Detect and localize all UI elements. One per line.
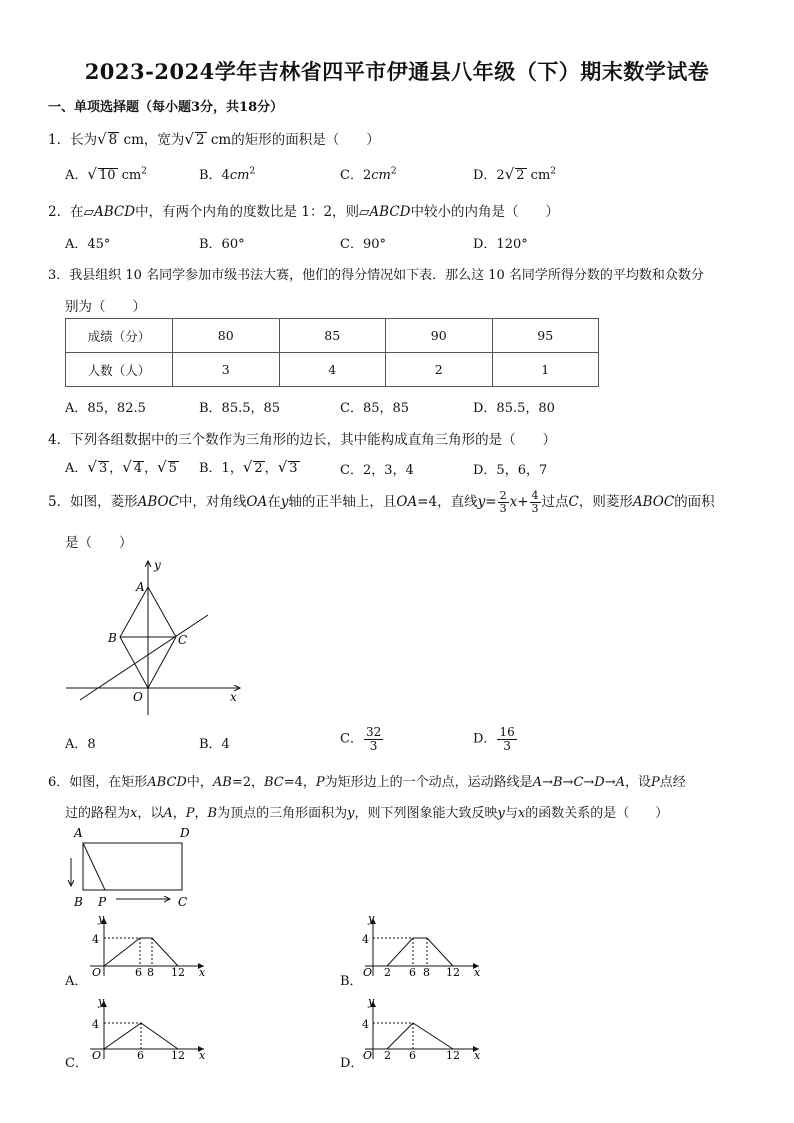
table-cell: 人数（人） [66, 353, 173, 387]
label-c: C [178, 895, 188, 909]
section-heading: 一、单项选择题（每小题3分，共18分） [48, 100, 284, 115]
label-o: O [133, 690, 143, 704]
q1-option-a[interactable]: A．√ 10 $cm^2$ [65, 165, 147, 183]
tick-label: 6 [137, 1049, 144, 1061]
q1-radicand-1: 8 [108, 132, 118, 148]
graph-line [104, 938, 178, 966]
question-1: 1．长为√ 8 cm，宽为√ 2 cm的矩形的面积是（ ） [48, 130, 380, 148]
question-6-line-2: 过的路程为x，以A，P，B为顶点的三角形面积为y，则下列图象能大致反映y与x的函数关系的是（ ） [65, 806, 669, 821]
table-row [66, 319, 599, 353]
fraction: $\frac{4}{3}$ [531, 489, 539, 515]
label-p: P [98, 895, 107, 909]
q5-option-d[interactable]: D． $\frac{16}{3}$ [473, 725, 515, 753]
q1-option-b[interactable]: B．$4cm^2$ [199, 166, 256, 183]
label-c: C [178, 633, 188, 647]
tick-label: 8 [423, 966, 430, 978]
y-label: y [98, 995, 105, 1008]
graph-a [82, 910, 212, 978]
table-row [66, 353, 599, 387]
question-3-line-1: 3．我县组织 10 名同学参加市级书法大赛，他们的得分情况如下表．那么这 10 名同学所得分数的平均数和众数分 [48, 268, 704, 283]
q5-option-b[interactable]: B．4 [199, 737, 230, 752]
x-label: x [199, 966, 206, 978]
graph-b [357, 910, 487, 978]
tick-label: 4 [92, 933, 99, 946]
q2-option-c[interactable]: C．90° [340, 237, 386, 252]
label-b: B [108, 631, 117, 645]
tick-label: 12 [446, 966, 460, 978]
table-cell: 3 [173, 353, 280, 387]
q1-radicand-2: 2 [195, 132, 205, 148]
table-cell: 80 [173, 319, 280, 353]
q6-option-d[interactable]: D． [340, 1056, 364, 1071]
table-cell: 85 [279, 319, 386, 353]
y-label: y [368, 995, 375, 1008]
question-3-line-2: 别为（ ） [65, 299, 146, 315]
q4-option-b[interactable]: B．1，√ 2 ，√ 3 [199, 458, 298, 476]
tick-label: 6 [409, 1049, 416, 1061]
rhombus-figure [60, 553, 250, 718]
q5-option-c[interactable]: C． $\frac{32}{3}$ [340, 725, 382, 753]
question-4: 4．下列各组数据中的三个数作为三角形的边长，其中能构成直角三角形的是（ ） [48, 432, 557, 448]
tick-label: 12 [171, 1049, 185, 1061]
label-a: A [136, 580, 145, 594]
tick-label: 2 [384, 1049, 391, 1061]
q4-option-a[interactable]: A．√ 3 ，√ 4 ，√ 5 [65, 458, 177, 476]
q3-option-b[interactable]: B．85.5，85 [199, 401, 281, 416]
tick-label: 12 [171, 966, 185, 978]
tick-label: 2 [384, 966, 391, 978]
tick-label: 4 [362, 933, 369, 946]
question-5: 5．如图，菱形ABOC中，对角线OA在y轴的正半轴上，且OA=4，直线y= $\frac{2}{3}$ x+ $\frac{4}{3}$ 过点C，则菱形ABOC的面积 [48, 489, 715, 515]
origin-label: O [363, 966, 373, 978]
tick-label: 12 [446, 1049, 460, 1061]
table-cell: 90 [386, 319, 493, 353]
label-a: A [74, 826, 83, 840]
origin-label: O [92, 1049, 102, 1061]
page-title: 2023-2024学年吉林省四平市伊通县八年级（下）期末数学试卷 [84, 59, 710, 84]
graph-c [82, 993, 212, 1061]
y-label: y [98, 912, 105, 925]
q1-text: 1．长为 [48, 132, 98, 148]
tick-label: 4 [92, 1018, 99, 1031]
q1-text: cm，宽为 [119, 132, 185, 148]
q1-option-c[interactable]: C．$2cm^2$ [340, 166, 397, 183]
question-5-line-2: 是（ ） [65, 535, 133, 551]
q4-option-c[interactable]: C．2，3，4 [340, 463, 414, 478]
q1-text: cm的矩形的面积是（ ） [206, 132, 380, 148]
question-2: 2．在▱ABCD中，有两个内角的度数比是 1：2，则▱ABCD中较小的内角是（ ） [48, 204, 559, 220]
question-6-line-1: 6．如图，在矩形ABCD中，AB=2，BC=4，P为矩形边上的一个动点，运动路线是A→B→C→D→A，设P点经 [48, 775, 686, 790]
label-y: y [154, 558, 161, 572]
segment-ap [83, 843, 105, 890]
table-cell: 1 [492, 353, 599, 387]
x-label: x [199, 1049, 206, 1061]
origin-label: O [363, 1049, 373, 1061]
tick-label: 8 [147, 966, 154, 978]
table-cell: 成绩（分） [66, 319, 173, 353]
q3-option-d[interactable]: D．85.5，80 [473, 401, 555, 416]
q2-option-a[interactable]: A．45° [65, 237, 111, 252]
y-label: y [368, 912, 375, 925]
label-b: B [74, 895, 83, 909]
q6-option-b[interactable]: B． [340, 974, 363, 989]
q6-option-a[interactable]: A． [65, 974, 88, 989]
q3-option-c[interactable]: C．85，85 [340, 401, 410, 416]
line-y [80, 615, 208, 700]
x-label: x [474, 966, 481, 978]
q2-option-b[interactable]: B．60° [199, 237, 245, 252]
rectangle-figure [60, 824, 200, 912]
table-cell: 95 [492, 319, 599, 353]
q4-option-d[interactable]: D．5，6，7 [473, 463, 548, 478]
table-cell: 4 [279, 353, 386, 387]
label-x: x [230, 690, 237, 704]
tick-label: 6 [409, 966, 416, 978]
rectangle-abcd [83, 843, 182, 890]
tick-label: 6 [135, 966, 142, 978]
q6-option-c[interactable]: C． [65, 1056, 88, 1071]
graph-d [357, 993, 487, 1061]
q1-option-d[interactable]: D．2√ 2 $cm^2$ [473, 165, 557, 183]
origin-label: O [92, 966, 102, 978]
x-label: x [474, 1049, 481, 1061]
q2-option-d[interactable]: D．120° [473, 237, 528, 252]
tick-label: 4 [362, 1018, 369, 1031]
table-cell: 2 [386, 353, 493, 387]
fraction: $\frac{2}{3}$ [499, 489, 507, 515]
label-d: D [180, 826, 190, 840]
q5-option-a[interactable]: A．8 [65, 737, 96, 752]
q3-option-a[interactable]: A．85，82.5 [65, 401, 146, 416]
score-table [65, 318, 599, 387]
